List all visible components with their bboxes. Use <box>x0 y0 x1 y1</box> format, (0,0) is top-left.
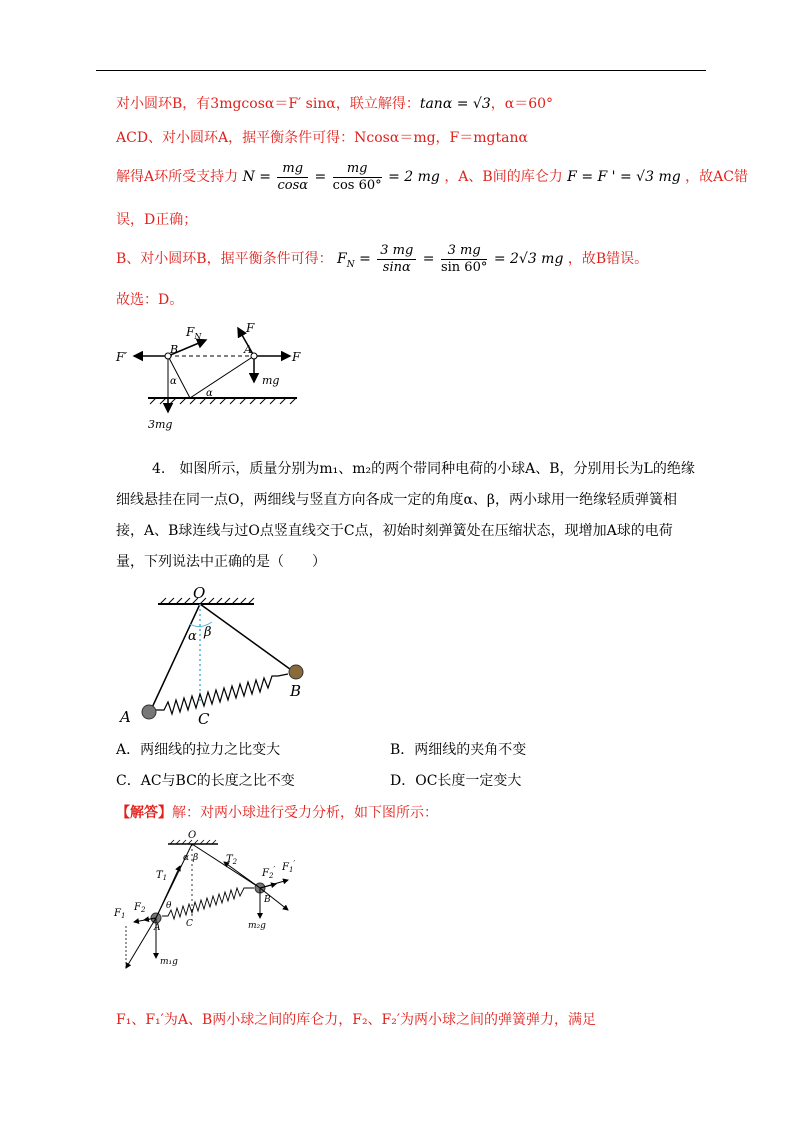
solution-conclusion: 故选：D。 <box>116 292 184 308</box>
label-O: O <box>193 584 206 602</box>
label-F2-prime: $F_2'$ <box>262 865 276 880</box>
formula-F: F = F ' = √3 mg <box>567 169 681 185</box>
label-m2g: m₂g <box>248 921 266 931</box>
solution-line-3: 解得A环所受支持力 N = $\frac{mg}{\cos\alpha}$ = $\frac{mg}{\cos 60^\circ}$ = 2 mg ，A、B间的库仑力 F = F ' = √3 mg ，故AC错 <box>116 160 748 193</box>
label-C: C <box>186 919 193 929</box>
label-theta: θ <box>166 901 172 911</box>
label-m1g: m₁g <box>160 957 178 967</box>
figure-force-analysis <box>112 826 302 976</box>
label-F-right: F <box>292 350 301 364</box>
answer-intro: 【解答】解：对两小球进行受力分析，如下图所示： <box>116 805 438 821</box>
label-T1: $T_1$ <box>156 870 168 882</box>
question-4-line-4: 量，下列说法中正确的是（ ） <box>116 554 326 570</box>
question-4-line-1: 4. 如图所示，质量分别为m₁、m₂的两个带同种电荷的小球A、B，分别用长为L的绝缘 <box>152 461 695 477</box>
label-3mg: 3mg <box>148 418 173 431</box>
label-alpha-2: α <box>206 388 213 399</box>
label-alpha-1: α <box>170 376 177 387</box>
ball-A <box>142 705 156 719</box>
spring <box>156 674 288 714</box>
label-A: A <box>244 343 252 356</box>
label-F1: $F_1$ <box>114 908 126 920</box>
figure-pendulum-spring <box>116 584 326 734</box>
label-B: B <box>264 895 271 905</box>
label-F-prime: F′ <box>116 350 128 364</box>
solution-line-2: ACD、对小圆环A，据平衡条件可得：Ncosα＝mg，F＝mgtanα <box>116 130 528 146</box>
figure-rings-force-diagram <box>112 318 312 434</box>
label-A: A <box>120 708 131 726</box>
label-mg: mg <box>262 374 280 387</box>
label-F-top: F <box>246 321 255 335</box>
header-rule <box>96 70 706 71</box>
question-4-line-2: 细线悬挂在同一点O，两细线与竖直方向各成一定的角度α、β，两小球用一绝缘轻质弹簧相 <box>116 492 678 508</box>
solution-line-1: 对小圆环B，有3mgcosα＝F′ sinα，联立解得：tanα = √3，α＝60° <box>116 96 554 112</box>
option-D[interactable]: D．OC长度一定变大 <box>390 773 522 789</box>
label-T2: $T_2$ <box>226 854 238 866</box>
label-B: B <box>170 343 179 356</box>
label-A: A <box>154 923 161 933</box>
label-C: C <box>198 710 210 728</box>
option-A[interactable]: A．两细线的拉力之比变大 <box>116 742 281 758</box>
label-B: B <box>290 682 302 700</box>
final-line: F₁、F₁′为A、B两小球之间的库仑力，F₂、F₂′为两小球之间的弹簧弹力，满足 <box>116 1012 597 1028</box>
option-C[interactable]: C．AC与BC的长度之比不变 <box>116 773 295 789</box>
label-FN: $F_N$ <box>186 325 202 341</box>
label-alpha: α <box>183 853 190 863</box>
ball-B <box>289 665 303 679</box>
question-4-line-3: 接，A、B球连线与过O点竖直线交于C点，初始时刻弹簧处在压缩状态，现增加A球的电荷 <box>116 523 673 539</box>
solution-line-5: B、对小圆环B，据平衡条件可得： $F_N$ = $\frac{3 mg}{\sin\alpha}$ = $\frac{3 mg}{\sin 60^\circ}$ = 2√3 mg ，故B错误。 <box>116 242 649 275</box>
option-B[interactable]: B．两细线的夹角不变 <box>390 742 527 758</box>
formula-FN: $F_N$ = $\frac{3 mg}{\sin\alpha}$ = $\frac{3 mg}{\sin 60^\circ}$ = 2√3 mg <box>337 242 564 275</box>
label-O: O <box>188 830 197 841</box>
label-F1-prime: $F_1'$ <box>282 859 296 874</box>
label-alpha: α <box>188 629 197 644</box>
label-beta: β <box>204 625 212 640</box>
solution-line-4: 误，D正确； <box>116 212 198 228</box>
formula-N: N = $\frac{mg}{\cos\alpha}$ = $\frac{mg}{\cos 60^\circ}$ = 2 mg <box>242 160 440 193</box>
label-F2: $F_2$ <box>134 902 146 914</box>
label-beta: β <box>193 853 199 863</box>
